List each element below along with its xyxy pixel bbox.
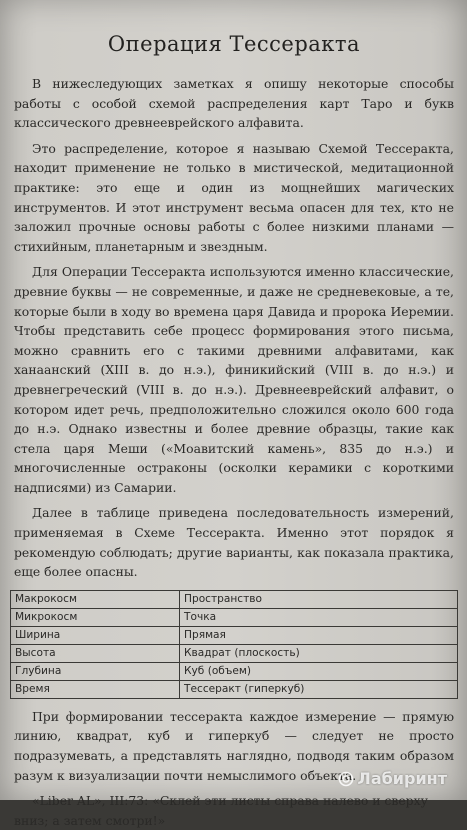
table-cell: Прямая bbox=[180, 626, 458, 644]
table-row bbox=[11, 590, 458, 608]
table-cell: Куб (объем) bbox=[180, 662, 458, 680]
paragraph-3: Для Операции Тессеракта используются именно классические, древние буквы — не современные, и даже не средневековые, а те, которые были в ходу во времена царя Давида и пророка Иеремии. Чтобы представить себе процесс формирования этого письма, можно сравнить его с такими древними алфавитами, как ханаанский (XIII в. до н.э.), финикийский (VIII в. до н.э.) и древнегреческий (VIII в. до н.э.). Древнееврейский алфавит, о котором идет речь, предположительно сложился около 600 года до н.э. Однако известны и более древние образцы, такие как стела царя Меши («Моавитский камень», 835 до н.э.) и многочисленные остраконы (осколки керамики с короткими надписями) из Самарии. bbox=[14, 264, 454, 495]
paragraph-after-table: При формировании тессеракта каждое измерение — прямую линию, квадрат, куб и гиперкуб — следует не просто подразумевать, а представлять наглядно, подводя таким образом разум к визуализации почти немыслимого объекта. bbox=[14, 708, 454, 783]
paragraph-1: В нижеследующих заметках я опишу некоторые способы работы с особой схемой распределения карт Таро и букв классического древнееврейского алфавита. bbox=[14, 76, 454, 131]
paragraph-4: Далее в таблице приведена последовательность измерений, применяемая в Схеме Тессеракта. Именно этот порядок я рекомендую соблюдать; другие варианты, как показала практика, еще более опасны. bbox=[14, 505, 454, 580]
watermark bbox=[338, 769, 447, 788]
table-cell: Пространство bbox=[180, 590, 458, 608]
table-cell: Макрокосм bbox=[11, 590, 180, 608]
table-cell: Время bbox=[11, 680, 180, 698]
table-cell: Микрокосм bbox=[11, 608, 180, 626]
table-row bbox=[11, 644, 458, 662]
table-cell: Глубина bbox=[11, 662, 180, 680]
page-content bbox=[14, 32, 454, 830]
dimensions-table bbox=[10, 590, 458, 699]
table-row bbox=[11, 626, 458, 644]
table-cell: Тессеракт (гиперкуб) bbox=[180, 680, 458, 698]
table-cell: Ширина bbox=[11, 626, 180, 644]
quote: «Liber AL», III:73: «Склей эти листы справа налево и сверху вниз; а затем смотри!» bbox=[14, 793, 428, 828]
table-cell: Высота bbox=[11, 644, 180, 662]
page-title: Операция Тессеракта bbox=[107, 32, 361, 56]
table-row bbox=[11, 680, 458, 698]
table-cell: Точка bbox=[180, 608, 458, 626]
watermark-text: Лабиринт bbox=[357, 769, 447, 788]
paragraph-2: Это распределение, которое я называю Схемой Тессеракта, находит применение не только в мистической, медитационной практике: это еще и один из мощнейших магических инструментов. И этот инструмент весьма опасен для тех, кто не заложил прочные основы работы с более низкими планами — стихийным, планетарным и звездным. bbox=[14, 140, 454, 254]
labirint-logo-icon bbox=[338, 771, 354, 787]
table-cell: Квадрат (плоскость) bbox=[180, 644, 458, 662]
table-row bbox=[11, 608, 458, 626]
table-row bbox=[11, 662, 458, 680]
